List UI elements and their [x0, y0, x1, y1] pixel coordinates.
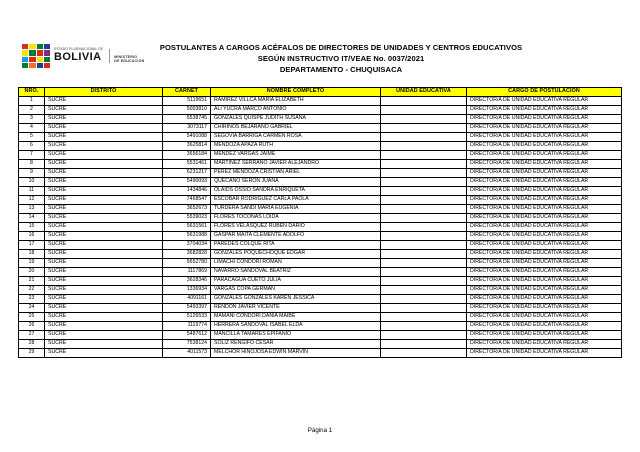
cell-nro: 11	[19, 187, 45, 196]
cell-carnet: 5491088	[163, 133, 211, 142]
table-row	[19, 250, 622, 259]
page-number: Página 1	[307, 427, 333, 434]
cell-nombre: GONZALES GONZALES KAREN JESSICA	[211, 295, 381, 304]
table-row	[19, 241, 622, 250]
cell-unidad-educativa	[381, 250, 467, 259]
cell-nombre: MANCILLA TAMARES EPIFANIO	[211, 331, 381, 340]
cell-nro: 22	[19, 286, 45, 295]
cell-carnet: 3625814	[163, 142, 211, 151]
cell-carnet: 1117869	[163, 268, 211, 277]
cell-distrito: SUCRE	[45, 322, 163, 331]
table-row	[19, 313, 622, 322]
cell-nro: 27	[19, 331, 45, 340]
table-row	[19, 97, 622, 106]
table-row	[19, 322, 622, 331]
applicants-table	[18, 87, 622, 358]
logo-ministry-line1: MINISTERIO	[114, 54, 138, 59]
cell-carnet: 5531461	[163, 160, 211, 169]
cell-unidad-educativa	[381, 259, 467, 268]
title-line-2: SEGÚN INSTRUCTIVO IT/VEAE No. 0037/2021	[257, 54, 425, 63]
cell-distrito: SUCRE	[45, 268, 163, 277]
cell-distrito: SUCRE	[45, 259, 163, 268]
cell-distrito: SUCRE	[45, 232, 163, 241]
cell-carnet: 3656184	[163, 151, 211, 160]
table-row	[19, 349, 622, 358]
table-row	[19, 124, 622, 133]
cell-nro: 23	[19, 295, 45, 304]
cell-unidad-educativa	[381, 331, 467, 340]
cell-distrito: SUCRE	[45, 250, 163, 259]
cell-cargo: DIRECTOR/A DE UNIDAD EDUCATIVA REGULAR	[467, 115, 622, 124]
cell-carnet: 5631561	[163, 223, 211, 232]
document-header	[0, 0, 640, 75]
cell-unidad-educativa	[381, 97, 467, 106]
cell-cargo: DIRECTOR/A DE UNIDAD EDUCATIVA REGULAR	[467, 169, 622, 178]
cell-carnet: 5538745	[163, 115, 211, 124]
cell-carnet: 7538124	[163, 340, 211, 349]
cell-nombre: OLAIDS OSSIO SANDRA ENRIQUETA	[211, 187, 381, 196]
cell-nro: 19	[19, 259, 45, 268]
cell-nro: 15	[19, 223, 45, 232]
cell-distrito: SUCRE	[45, 97, 163, 106]
cell-carnet: 1336934	[163, 286, 211, 295]
cell-unidad-educativa	[381, 205, 467, 214]
column-header-nombre: NOMBRE COMPLETO	[211, 88, 381, 97]
title-line-1: POSTULANTES A CARGOS ACÉFALOS DE DIRECTORES DE UNIDADES Y CENTROS EDUCATIVOS	[159, 43, 523, 52]
cell-carnet: 3704034	[163, 241, 211, 250]
table-row	[19, 340, 622, 349]
cell-carnet: 7468547	[163, 196, 211, 205]
cell-distrito: SUCRE	[45, 178, 163, 187]
bolivia-emblem-icon	[22, 44, 50, 68]
table-row	[19, 142, 622, 151]
cell-unidad-educativa	[381, 322, 467, 331]
logo-ministry	[109, 49, 144, 64]
cell-nro: 16	[19, 232, 45, 241]
cell-cargo: DIRECTOR/A DE UNIDAD EDUCATIVA REGULAR	[467, 124, 622, 133]
cell-nro: 5	[19, 133, 45, 142]
cell-cargo: DIRECTOR/A DE UNIDAD EDUCATIVA REGULAR	[467, 133, 622, 142]
cell-distrito: SUCRE	[45, 124, 163, 133]
cell-distrito: SUCRE	[45, 187, 163, 196]
cell-carnet: 1119774	[163, 322, 211, 331]
cell-cargo: DIRECTOR/A DE UNIDAD EDUCATIVA REGULAR	[467, 205, 622, 214]
table-header	[19, 88, 622, 97]
cell-cargo: DIRECTOR/A DE UNIDAD EDUCATIVA REGULAR	[467, 340, 622, 349]
cell-nro: 25	[19, 313, 45, 322]
cell-cargo: DIRECTOR/A DE UNIDAD EDUCATIVA REGULAR	[467, 331, 622, 340]
cell-carnet: 5487612	[163, 331, 211, 340]
cell-cargo: DIRECTOR/A DE UNIDAD EDUCATIVA REGULAR	[467, 295, 622, 304]
table-row	[19, 295, 622, 304]
column-header-carnet: CARNET	[163, 88, 211, 97]
cell-unidad-educativa	[381, 151, 467, 160]
cell-cargo: DIRECTOR/A DE UNIDAD EDUCATIVA REGULAR	[467, 268, 622, 277]
logo-wordmark	[54, 48, 103, 64]
cell-unidad-educativa	[381, 268, 467, 277]
cell-nombre: PEREZ MENDOZA CRISTIAN ARIEL	[211, 169, 381, 178]
cell-nombre: MELCHOR HINOJOSA EDWIN MARVIN	[211, 349, 381, 358]
cell-carnet: 3682828	[163, 250, 211, 259]
document-title	[154, 42, 618, 75]
cell-carnet: 5539023	[163, 214, 211, 223]
cell-distrito: SUCRE	[45, 133, 163, 142]
column-header-cargo: CARGO DE POSTULACIÓN	[467, 88, 622, 97]
cell-carnet: 3652673	[163, 205, 211, 214]
cell-cargo: DIRECTOR/A DE UNIDAD EDUCATIVA REGULAR	[467, 97, 622, 106]
cell-distrito: SUCRE	[45, 160, 163, 169]
table-row	[19, 151, 622, 160]
cell-carnet: 3073117	[163, 124, 211, 133]
cell-unidad-educativa	[381, 214, 467, 223]
title-line-3: DEPARTAMENTO - CHUQUISACA	[279, 65, 403, 74]
cell-cargo: DIRECTOR/A DE UNIDAD EDUCATIVA REGULAR	[467, 106, 622, 115]
cell-carnet: 5493397	[163, 304, 211, 313]
cell-unidad-educativa	[381, 277, 467, 286]
cell-nro: 1	[19, 97, 45, 106]
cell-carnet: 5003810	[163, 106, 211, 115]
cell-nro: 3	[19, 115, 45, 124]
cell-unidad-educativa	[381, 133, 467, 142]
cell-distrito: SUCRE	[45, 196, 163, 205]
cell-nro: 17	[19, 241, 45, 250]
cell-distrito: SUCRE	[45, 277, 163, 286]
table-row	[19, 277, 622, 286]
cell-distrito: SUCRE	[45, 304, 163, 313]
cell-distrito: SUCRE	[45, 241, 163, 250]
table-row	[19, 169, 622, 178]
cell-unidad-educativa	[381, 187, 467, 196]
cell-cargo: DIRECTOR/A DE UNIDAD EDUCATIVA REGULAR	[467, 259, 622, 268]
cell-nro: 9	[19, 169, 45, 178]
cell-nombre: PAREDES COLQUE RITA	[211, 241, 381, 250]
cell-nro: 14	[19, 214, 45, 223]
cell-nombre: SEGOVIA BARRIGA CARMEN ROSA	[211, 133, 381, 142]
cell-distrito: SUCRE	[45, 142, 163, 151]
cell-nro: 6	[19, 142, 45, 151]
cell-carnet: 5126533	[163, 313, 211, 322]
cell-nombre: GASPAR MAITA CLEMENTE ADOLFO	[211, 232, 381, 241]
cell-distrito: SUCRE	[45, 106, 163, 115]
table-row	[19, 196, 622, 205]
cell-nombre: CHIRINOS BEJARANO GABRIEL	[211, 124, 381, 133]
cell-unidad-educativa	[381, 349, 467, 358]
table-header-row	[19, 88, 622, 97]
cell-unidad-educativa	[381, 106, 467, 115]
cell-nro: 18	[19, 250, 45, 259]
table-row	[19, 133, 622, 142]
logo-gov-line: ESTADO PLURINACIONAL DE	[54, 47, 104, 52]
cell-unidad-educativa	[381, 115, 467, 124]
applicants-table-wrapper	[0, 75, 640, 358]
cell-nombre: FLORES TOCONAS LOIDA	[211, 214, 381, 223]
cell-nro: 28	[19, 340, 45, 349]
cell-unidad-educativa	[381, 313, 467, 322]
cell-cargo: DIRECTOR/A DE UNIDAD EDUCATIVA REGULAR	[467, 349, 622, 358]
cell-nro: 10	[19, 178, 45, 187]
table-row	[19, 268, 622, 277]
logo-ministry-line2: DE EDUCACIÓN	[114, 59, 145, 63]
table-row	[19, 232, 622, 241]
table-row	[19, 187, 622, 196]
cell-unidad-educativa	[381, 160, 467, 169]
cell-nro: 13	[19, 205, 45, 214]
cell-carnet: 5119651	[163, 97, 211, 106]
cell-nombre: MENDEZ VARGAS JAIME	[211, 151, 381, 160]
cell-unidad-educativa	[381, 286, 467, 295]
cell-nombre: MAMANI CONDORI DANIA MAIBE	[211, 313, 381, 322]
cell-nro: 21	[19, 277, 45, 286]
cell-nombre: ALI YUCRA MARCO ANTONIO	[211, 106, 381, 115]
cell-nombre: VARGAS COPA GERMAN	[211, 286, 381, 295]
cell-carnet: 1434846	[163, 187, 211, 196]
cell-nombre: FLORES VELASQUEZ RUBEN DARIO	[211, 223, 381, 232]
cell-distrito: SUCRE	[45, 223, 163, 232]
cell-carnet: 5631988	[163, 232, 211, 241]
cell-nro: 20	[19, 268, 45, 277]
table-row	[19, 160, 622, 169]
cell-cargo: DIRECTOR/A DE UNIDAD EDUCATIVA REGULAR	[467, 214, 622, 223]
cell-carnet: 5652780	[163, 259, 211, 268]
cell-distrito: SUCRE	[45, 331, 163, 340]
table-row	[19, 331, 622, 340]
institutional-logo	[22, 42, 154, 68]
cell-unidad-educativa	[381, 178, 467, 187]
table-row	[19, 115, 622, 124]
cell-nombre: LIMACHI CONDORI ROMAN	[211, 259, 381, 268]
cell-distrito: SUCRE	[45, 349, 163, 358]
table-row	[19, 259, 622, 268]
cell-cargo: DIRECTOR/A DE UNIDAD EDUCATIVA REGULAR	[467, 313, 622, 322]
cell-cargo: DIRECTOR/A DE UNIDAD EDUCATIVA REGULAR	[467, 277, 622, 286]
table-row	[19, 205, 622, 214]
cell-nombre: RAMIREZ VILLCA MARIA ELIZABETH	[211, 97, 381, 106]
cell-nro: 4	[19, 124, 45, 133]
cell-distrito: SUCRE	[45, 313, 163, 322]
cell-nro: 12	[19, 196, 45, 205]
cell-nombre: NAVARRO SANDOVAL BEATRIZ	[211, 268, 381, 277]
cell-distrito: SUCRE	[45, 295, 163, 304]
cell-nombre: RENDON JAVIER VICENTE	[211, 304, 381, 313]
cell-cargo: DIRECTOR/A DE UNIDAD EDUCATIVA REGULAR	[467, 322, 622, 331]
cell-cargo: DIRECTOR/A DE UNIDAD EDUCATIVA REGULAR	[467, 160, 622, 169]
cell-cargo: DIRECTOR/A DE UNIDAD EDUCATIVA REGULAR	[467, 151, 622, 160]
cell-cargo: DIRECTOR/A DE UNIDAD EDUCATIVA REGULAR	[467, 178, 622, 187]
cell-nombre: HERRERA SANDOVAL ISABEL ELDA	[211, 322, 381, 331]
table-row	[19, 304, 622, 313]
page-footer	[0, 427, 640, 434]
cell-carnet: 5490093	[163, 178, 211, 187]
cell-nombre: MENDOZA APAZA RUTH	[211, 142, 381, 151]
cell-distrito: SUCRE	[45, 115, 163, 124]
cell-unidad-educativa	[381, 241, 467, 250]
cell-unidad-educativa	[381, 295, 467, 304]
cell-cargo: DIRECTOR/A DE UNIDAD EDUCATIVA REGULAR	[467, 196, 622, 205]
column-header-nro: NRO.	[19, 88, 45, 97]
table-row	[19, 286, 622, 295]
cell-unidad-educativa	[381, 196, 467, 205]
cell-nro: 7	[19, 151, 45, 160]
logo-country: BOLIVIA	[54, 51, 102, 64]
column-header-unidad-educativa: UNIDAD EDUCATIVA	[381, 88, 467, 97]
cell-nombre: TURDERA SANDI MARIA EUGENIA	[211, 205, 381, 214]
cell-unidad-educativa	[381, 142, 467, 151]
cell-distrito: SUCRE	[45, 205, 163, 214]
cell-nro: 29	[19, 349, 45, 358]
cell-unidad-educativa	[381, 223, 467, 232]
cell-unidad-educativa	[381, 232, 467, 241]
cell-distrito: SUCRE	[45, 214, 163, 223]
cell-distrito: SUCRE	[45, 169, 163, 178]
cell-carnet: 6231217	[163, 169, 211, 178]
cell-nombre: MARTINEZ SERRANO JAVIER ALEJANDRO	[211, 160, 381, 169]
cell-carnet: 4011573	[163, 349, 211, 358]
cell-cargo: DIRECTOR/A DE UNIDAD EDUCATIVA REGULAR	[467, 286, 622, 295]
cell-carnet: 4091161	[163, 295, 211, 304]
cell-cargo: DIRECTOR/A DE UNIDAD EDUCATIVA REGULAR	[467, 232, 622, 241]
cell-nombre: GONZALES POQUECHOQUE EDGAR	[211, 250, 381, 259]
cell-cargo: DIRECTOR/A DE UNIDAD EDUCATIVA REGULAR	[467, 223, 622, 232]
cell-nombre: GONZALES QUISPE JUDITH SUSANA	[211, 115, 381, 124]
table-row	[19, 223, 622, 232]
cell-nombre: ESCOBAR RODRIGUEZ CARLA PAOLA	[211, 196, 381, 205]
table-row	[19, 106, 622, 115]
cell-cargo: DIRECTOR/A DE UNIDAD EDUCATIVA REGULAR	[467, 250, 622, 259]
cell-nro: 2	[19, 106, 45, 115]
cell-unidad-educativa	[381, 340, 467, 349]
cell-cargo: DIRECTOR/A DE UNIDAD EDUCATIVA REGULAR	[467, 142, 622, 151]
cell-nombre: PARACAGUA CUETO JULIA	[211, 277, 381, 286]
cell-nro: 24	[19, 304, 45, 313]
cell-nro: 26	[19, 322, 45, 331]
cell-carnet: 3628346	[163, 277, 211, 286]
cell-unidad-educativa	[381, 169, 467, 178]
cell-unidad-educativa	[381, 304, 467, 313]
cell-cargo: DIRECTOR/A DE UNIDAD EDUCATIVA REGULAR	[467, 304, 622, 313]
table-row	[19, 178, 622, 187]
cell-nro: 8	[19, 160, 45, 169]
cell-distrito: SUCRE	[45, 340, 163, 349]
cell-nombre: SOLIZ RENGIFO CESAR	[211, 340, 381, 349]
cell-nombre: QUECAÑO SERON JUANA	[211, 178, 381, 187]
cell-distrito: SUCRE	[45, 286, 163, 295]
cell-cargo: DIRECTOR/A DE UNIDAD EDUCATIVA REGULAR	[467, 241, 622, 250]
cell-distrito: SUCRE	[45, 151, 163, 160]
cell-unidad-educativa	[381, 124, 467, 133]
cell-cargo: DIRECTOR/A DE UNIDAD EDUCATIVA REGULAR	[467, 187, 622, 196]
table-body	[19, 97, 622, 358]
column-header-distrito: DISTRITO	[45, 88, 163, 97]
table-row	[19, 214, 622, 223]
